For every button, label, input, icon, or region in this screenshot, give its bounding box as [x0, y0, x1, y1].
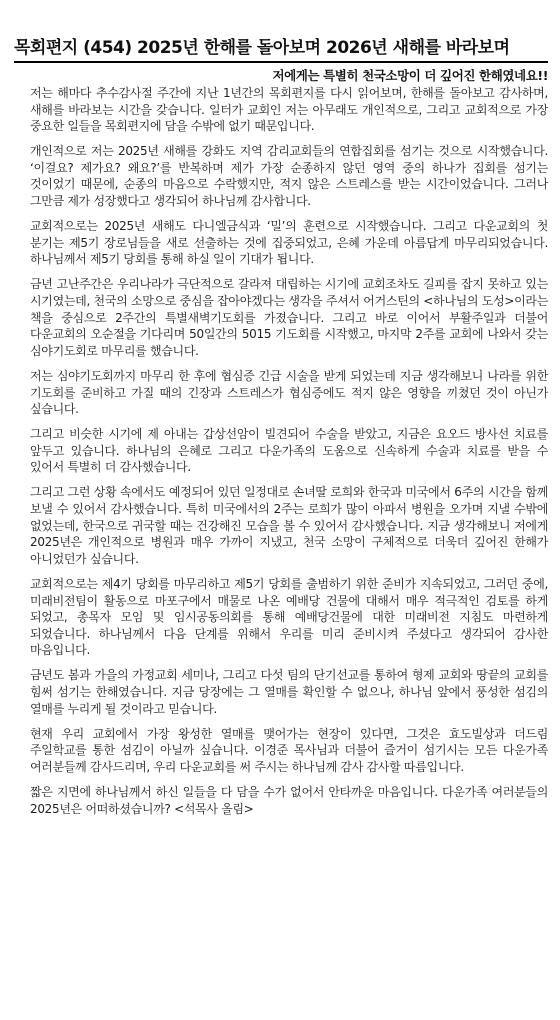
- paragraph-6: 그리고 비슷한 시기에 제 아내는 갑상선암이 빌견되어 수술을 받았고, 지금은 요오드 방사선 치료를 앞두고 있습니다. 하나님의 은혜로 그리고 다운가족의 도움으로 신속하게 수술과 치료를 받을 수 있어서 특별히 더 감사했습니다.: [30, 427, 548, 475]
- page-title: 목회편지 (454) 2025년 한해를 돌아보며 2026년 새해를 바라보며: [14, 36, 548, 63]
- paragraph-1: 저는 해마다 추수감사절 주간에 지난 1년간의 목회편지를 다시 읽어보며, 한해를 돌아보고 감사하며, 새해를 바라보는 시간을 갖습니다. 일터가 교회인 저는 아무래도 개인적으로, 그리고 교회적으로 가장 중요한 일들을 목회편지에 담을 수밖에 없기 때문입니다.: [30, 86, 548, 134]
- page-subtitle: 저에게는 특별히 천국소망이 더 깊어진 한해였네요!!: [272, 68, 548, 83]
- paragraph-4: 금년 고난주간은 우리나라가 극단적으로 갈라져 대립하는 시기에 교회조차도 길피를 잡지 못하고 있는 시기였는데, 천국의 소망으로 중심을 잡아야겠다는 생각을 주셔서 어거스틴의 <하나님의 도성>이라는 책을 중심으로 2주간의 특별새벽기도회를 가졌습니다. 그리고 바로 이어서 부활주일과 더불어 다운교회의 오순절을 기다리며 50일간의 5015 기도회를 시작했고, 마지막 2주를 교회에 나와서 갖는 심야기도회로 마무리를 했습니다.: [30, 277, 548, 358]
- paragraph-8: 교회적으로는 제4기 당회를 마무리하고 제5기 당회를 출범하기 위한 준비가 지속되었고, 그러던 중에, 미래비전팀이 활동으로 마포구에서 매물로 나온 예배당 건물에 대해서 매우 적극적인 검토를 하게 되었고, 총목자 모임 및 임시공동의회를 통해 예배당건물에 대한 미래비전 지침도 마련하게 되었습니다. 하나님께서 다음 단계를 위해서 우리를 미리 준비시켜 주셨다고 생각되어 감사한 마음입니다.: [30, 576, 548, 658]
- paragraph-10: 현재 우리 교회에서 가장 왕성한 열매를 맺어가는 현장이 있다면, 그것은 효도빌상과 더드림 주일학교를 통한 섬김이 아닐까 싶습니다. 이경준 목사님과 더불어 즐거이 섬기시는 모든 다운가족 여러분들께 감사드리며, 우리 다운교회를 써 주시는 하나님께 감사 감사할 따름입니다.: [30, 726, 548, 774]
- paragraph-11: 짧은 지면에 하나님께서 하신 일들을 다 담을 수가 없어서 안타까운 마음입니다. 다운가족 여러분들의 2025년은 어떠하셨습니까? <석목사 올림>: [30, 784, 548, 816]
- paragraph-3: 교회적으로는 2025년 새해도 다니엘금식과 ‘밀’의 훈련으로 시작했습니다. 그리고 다운교회의 첫 분기는 제5기 장로님들을 새로 선출하는 것에 집중되었고, 은혜 가운데 아름답게 마무리되었습니다. 하나님께서 제5기 당회를 통해 하실 일이 기대가 됩니다.: [30, 219, 548, 267]
- paragraph-5: 저는 심야기도회까지 마무리 한 후에 협심증 긴급 시술을 받게 되었는데 지금 생각해보니 나라를 위한 기도회를 준비하고 가질 때의 긴장과 스트레스가 협심증에도 적지 않은 영향을 끼쳤던 것이 아닌가 싶습니다.: [30, 368, 548, 417]
- paragraph-9: 금년도 봄과 가을의 가정교회 세미나, 그리고 다섯 팀의 단기선교를 통하여 형제 교회와 땅끝의 교회를 힘써 섬기는 한해였습니다. 지금 당장에는 그 열매를 확인할 수 없으나, 하나님 앞에서 풍성한 섬김의 열매를 누리게 될 것이라고 믿습니다.: [30, 668, 548, 716]
- letter-body: [14, 85, 548, 817]
- paragraph-7: 그리고 그런 상황 속에서도 예정되어 있던 일정대로 손녀딸 로희와 한국과 미국에서 6주의 시간을 함께 보낼 수 있어서 감사했습니다. 특히 미국에서의 2주는 로희가 많이 아파서 병원을 오가며 지낼 수밖에 없었는데, 한국으로 귀국할 때는 건강해진 모습을 볼 수 있어서 감사했습니다. 지금 생각해보니 저에게 2025년은 개인적으로 병원과 매우 가까이 지냈고, 천국 소망이 구체적으로 더욱더 깊어진 한해가 아니었던가 싶습니다.: [30, 485, 548, 566]
- paragraph-2: 개인적으로 저는 2025년 새해를 강화도 지역 감리교회들의 연합집회를 섬기는 것으로 시작했습니다. ‘이걸요? 제가요? 왜요?’를 반복하며 제가 가장 순종하지 않던 영역 중의 하나가 집회를 섬기는 것이었기 때문에, 순종의 마음으로 수락했지만, 적지 않은 스트레스를 받는 시간이었습니다. 그러나 그만큼 제가 성장했다고 생각되어 하나님께 감사합니다.: [30, 144, 548, 209]
